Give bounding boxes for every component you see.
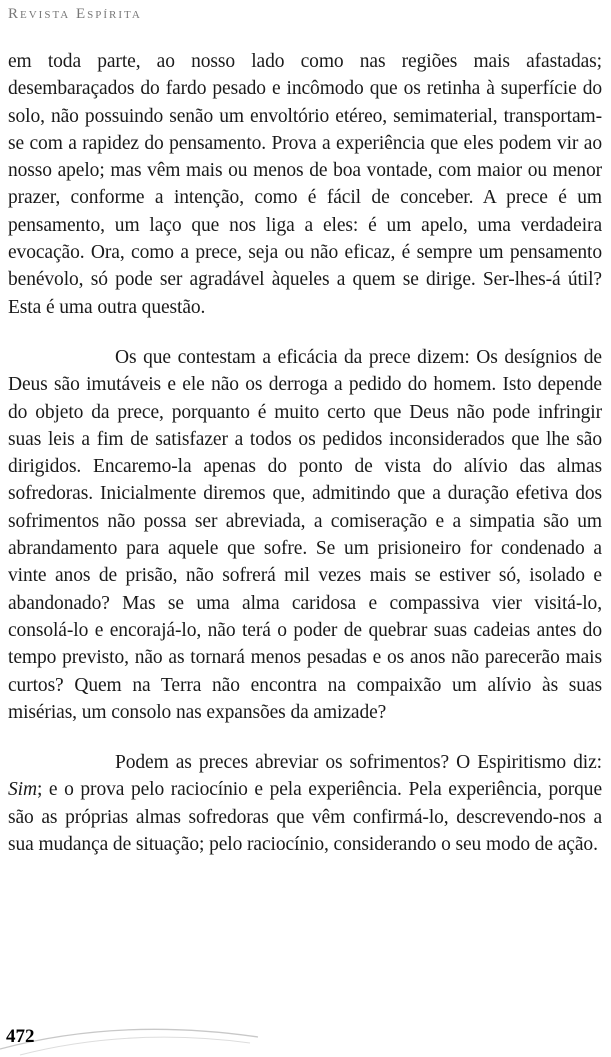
text-body <box>8 48 602 858</box>
running-header: Revista Espírita <box>8 6 142 22</box>
paragraph-3-text-end: ; e o prova pelo raciocínio e pela experiência. Pela experiência, porque são as próprias almas sofredoras que vêm confirmá-lo, descrevendo-nos a sua mudança de situação; pelo raciocínio, considerando o seu modo de ação. <box>8 779 602 856</box>
footer-decorative-swoosh <box>0 1015 260 1057</box>
paragraph-3-emphasis: Sim <box>8 779 37 801</box>
paragraph-3 <box>8 749 602 858</box>
paragraph-1: em toda parte, ao nosso lado como nas regiões mais afastadas; desembaraçados do fardo pesado e incômodo que os retinha à superfície do solo, não possuindo senão um envoltório etéreo, semimaterial, transportam-se com a rapidez do pensamento. Prova a experiência que eles podem vir ao nosso apelo; mas vêm mais ou menos de boa vontade, com maior ou menor prazer, conforme a intenção, como é fácil de conceber. A prece é um pensamento, um laço que nos liga a eles: é um apelo, uma verdadeira evocação. Ora, como a prece, seja ou não eficaz, é sempre um pensamento benévolo, só pode ser agradável àqueles a quem se dirige. Ser-lhes-á útil? Esta é uma outra questão. <box>8 51 602 318</box>
paragraph-3-text-start: Podem as preces abreviar os sofrimentos? O Espiritismo diz: <box>115 752 602 774</box>
page-number: 472 <box>6 1026 35 1047</box>
paragraph-2: Os que contestam a eficácia da prece dizem: Os desígnios de Deus são imutáveis e ele não os derroga a pedido do homem. Isto depende do objeto da prece, porquanto é muito certo que Deus não pode infringir suas leis a fim de satisfazer a todos os pedidos inconsiderados que lhe são dirigidos. Encaremo-la apenas do ponto de vista do alívio das almas sofredoras. Inicialmente diremos que, admitindo que a duração efetiva dos sofrimentos não possa ser abreviada, a comiseração e a simpatia são um abrandamento para aquele que sofre. Se um prisioneiro for condenado a vinte anos de prisão, não sofrerá mil vezes mais se estiver só, isolado e abandonado? Mas se uma alma caridosa e compassiva vier visitá-lo, consolá-lo e encorajá-lo, não terá o poder de quebrar suas cadeias antes do tempo previsto, não as tornará menos pesadas e os anos não parecerão mais curtos? Quem na Terra não encontra na compaixão um alívio às suas misérias, um consolo nas expansões da amizade? <box>8 346 602 723</box>
